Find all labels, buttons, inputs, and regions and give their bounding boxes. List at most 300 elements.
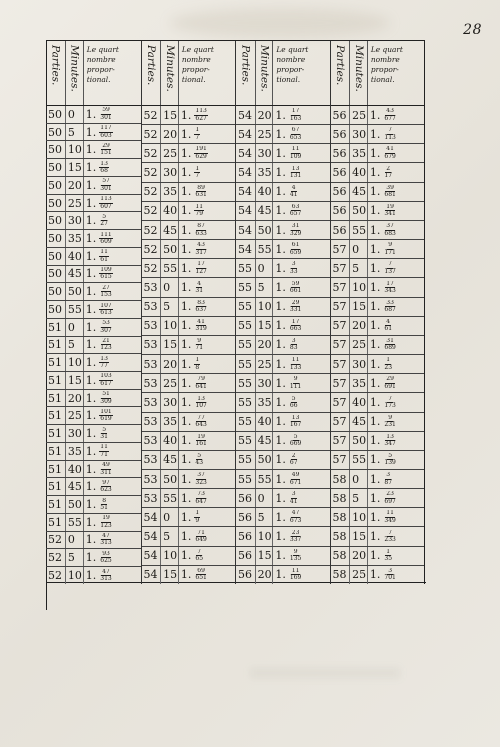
fraction-denominator: 701 xyxy=(384,574,396,582)
partie-cell: 51 xyxy=(46,443,66,460)
ratio-cell xyxy=(84,161,141,175)
table-row xyxy=(46,372,141,390)
fraction-numerator: 29 xyxy=(386,376,394,383)
ratio-fraction xyxy=(194,166,200,180)
fraction-denominator: 35 xyxy=(384,555,393,563)
header-quart-label xyxy=(84,41,141,85)
table-row xyxy=(46,478,141,496)
minute-cell: 55 xyxy=(161,259,179,277)
partie-cell: 58 xyxy=(331,508,351,526)
fraction-numerator: 19 xyxy=(197,433,205,440)
column-group-header xyxy=(331,41,425,106)
fraction-numerator: 11 xyxy=(291,357,300,364)
fraction-denominator: 661 xyxy=(289,286,302,294)
fraction-numerator: 5 xyxy=(291,395,296,402)
ratio-integer: 1. xyxy=(275,338,286,352)
fraction-numerator: 7 xyxy=(197,548,202,555)
minute-cell: 20 xyxy=(350,317,368,335)
ratio-integer: 1. xyxy=(180,108,192,122)
table-row xyxy=(142,317,236,336)
ratio-cell xyxy=(84,444,141,458)
table-row xyxy=(331,202,425,221)
fraction-numerator: 17 xyxy=(386,280,394,287)
ratio-integer: 1. xyxy=(85,320,97,334)
ratio-cell xyxy=(368,491,424,505)
ratio-cell xyxy=(368,166,424,180)
minute-cell: 35 xyxy=(67,444,82,458)
fraction-denominator: 67 xyxy=(289,459,298,467)
header-partie-label: Parties. xyxy=(145,45,158,86)
partie-cell: 57 xyxy=(331,374,351,392)
ratio-integer: 1. xyxy=(369,242,381,256)
ratio-integer: 1. xyxy=(85,515,97,529)
fraction-denominator: 135 xyxy=(289,555,302,563)
table-row xyxy=(142,393,236,412)
ratio-fraction xyxy=(289,242,302,256)
fraction-numerator: 39 xyxy=(386,184,394,191)
minute-cell: 0 xyxy=(161,278,179,296)
table-row xyxy=(46,461,141,479)
fraction-numerator: 13 xyxy=(100,355,108,362)
ratio-integer: 1. xyxy=(275,185,286,199)
fraction-denominator: 613 xyxy=(100,308,112,316)
fraction-denominator: 83 xyxy=(289,344,298,352)
fraction-numerator: 11 xyxy=(100,249,108,256)
fraction-denominator: 71 xyxy=(100,450,108,458)
minute-cell: 55 xyxy=(67,515,82,529)
ratio-integer: 1. xyxy=(85,444,97,458)
fraction-denominator: 683 xyxy=(384,229,396,237)
partie-cell: 51 xyxy=(46,390,66,407)
partie-cell: 57 xyxy=(331,259,351,277)
fraction-denominator: 663 xyxy=(289,325,302,333)
fraction-denominator: 7 xyxy=(195,172,200,180)
table-row xyxy=(331,489,425,508)
fraction-numerator: 5 xyxy=(293,433,298,440)
ratio-cell xyxy=(179,549,235,563)
fraction-numerator: 13 xyxy=(386,433,394,440)
ratio-fraction xyxy=(383,530,396,544)
ratio-fraction xyxy=(383,549,393,563)
fraction-denominator: 319 xyxy=(195,325,207,333)
ratio-fraction xyxy=(194,530,207,544)
fraction-numerator: 29 xyxy=(102,142,110,149)
ratio-fraction xyxy=(99,391,112,405)
ratio-fraction xyxy=(99,373,112,387)
partie-cell: 54 xyxy=(142,508,162,526)
fraction-numerator: 47 xyxy=(291,510,300,517)
minute-cell: 15 xyxy=(161,566,179,584)
ratio-cell xyxy=(179,338,235,352)
partie-cell: 56 xyxy=(331,125,351,143)
ratio-integer: 1. xyxy=(369,510,381,524)
header-cell-quart xyxy=(368,41,424,105)
minute-cell: 0 xyxy=(256,259,274,277)
ratio-integer: 1. xyxy=(85,462,97,476)
ratio-cell xyxy=(179,491,235,505)
ratio-integer: 1. xyxy=(275,568,286,582)
ratio-cell xyxy=(368,319,424,333)
fraction-numerator: 17 xyxy=(197,261,205,268)
header-partie-label: Parties. xyxy=(334,45,347,86)
table-row xyxy=(46,549,141,567)
ratio-fraction xyxy=(383,491,396,505)
minute-cell: 35 xyxy=(350,144,368,162)
fraction-denominator: 617 xyxy=(100,379,112,387)
ratio-integer: 1. xyxy=(275,453,286,467)
column-group-header xyxy=(142,41,236,106)
ratio-integer: 1. xyxy=(275,300,286,314)
partie-cell: 52 xyxy=(142,221,162,239)
ratio-integer: 1. xyxy=(180,146,192,160)
table-row xyxy=(142,451,236,470)
minute-cell: 30 xyxy=(161,163,179,181)
ratio-integer: 1. xyxy=(180,549,192,563)
header-quart-line: nombre xyxy=(181,55,211,64)
table-row xyxy=(236,432,330,451)
paper-stain xyxy=(170,8,390,38)
minute-cell: 50 xyxy=(256,451,274,469)
ratio-cell xyxy=(179,166,235,180)
ratio-cell xyxy=(179,261,235,275)
fraction-numerator: 59 xyxy=(291,280,300,287)
minute-cell: 50 xyxy=(161,240,179,258)
table-row xyxy=(46,159,141,177)
ratio-fraction xyxy=(194,549,204,563)
ratio-cell xyxy=(273,108,329,122)
ratio-cell xyxy=(273,146,329,160)
fraction-denominator: 609 xyxy=(100,238,112,245)
minute-cell: 25 xyxy=(256,355,274,373)
ratio-fraction xyxy=(383,338,396,352)
ratio-cell xyxy=(179,472,235,486)
ratio-fraction xyxy=(289,453,299,467)
partie-cell: 53 xyxy=(142,489,162,507)
ratio-cell xyxy=(273,357,329,371)
partie-cell: 57 xyxy=(331,317,351,335)
ratio-fraction xyxy=(383,472,393,486)
ratio-integer: 1. xyxy=(180,300,192,314)
ratio-fraction xyxy=(99,143,112,157)
fraction-numerator: 19 xyxy=(386,203,394,210)
partie-cell: 50 xyxy=(46,230,66,247)
ratio-cell xyxy=(84,143,141,157)
partie-cell: 53 xyxy=(142,336,162,354)
ratio-integer: 1. xyxy=(180,280,192,294)
partie-cell: 53 xyxy=(142,432,162,450)
minute-cell: 5 xyxy=(161,298,179,316)
header-quart-line: propor- xyxy=(370,65,399,74)
fraction-numerator: 1 xyxy=(195,165,200,172)
fraction-denominator: 173 xyxy=(384,401,396,409)
fraction-denominator: 671 xyxy=(289,478,302,486)
partie-cell: 52 xyxy=(142,106,162,124)
minute-cell: 25 xyxy=(161,374,179,392)
ratio-integer: 1. xyxy=(275,472,286,486)
fraction-denominator: 681 xyxy=(384,191,396,199)
fraction-numerator: 1 xyxy=(386,357,391,364)
fraction-numerator: 3 xyxy=(388,567,393,574)
minute-cell: 10 xyxy=(161,547,179,565)
fraction-numerator: 37 xyxy=(197,472,205,479)
minute-cell: 15 xyxy=(67,161,82,175)
table-row xyxy=(46,283,141,301)
partie-cell: 54 xyxy=(236,125,256,143)
partie-cell: 50 xyxy=(46,248,66,265)
table-row xyxy=(46,141,141,159)
minute-cell: 30 xyxy=(256,144,274,162)
fraction-denominator: 657 xyxy=(289,210,302,218)
partie-cell: 54 xyxy=(236,163,256,181)
ratio-cell xyxy=(179,376,235,390)
fraction-numerator: 67 xyxy=(291,127,300,134)
ratio-integer: 1. xyxy=(85,409,97,423)
ratio-integer: 1. xyxy=(180,319,192,333)
ratio-integer: 1. xyxy=(180,338,192,352)
table-column-group xyxy=(235,41,330,584)
table-row xyxy=(142,566,236,584)
fraction-numerator: 77 xyxy=(197,414,205,421)
fraction-numerator: 73 xyxy=(197,491,205,498)
fraction-numerator: 9 xyxy=(293,376,298,383)
partie-cell: 51 xyxy=(46,319,66,336)
fraction-numerator: 17 xyxy=(291,108,300,115)
ratio-cell xyxy=(273,204,329,218)
partie-cell: 56 xyxy=(331,202,351,220)
minute-cell: 20 xyxy=(161,355,179,373)
ratio-fraction xyxy=(194,568,207,582)
ratio-fraction xyxy=(99,356,109,370)
fraction-numerator: 107 xyxy=(100,302,112,309)
minute-cell: 45 xyxy=(350,413,368,431)
partie-cell: 56 xyxy=(236,489,256,507)
minute-cell: 40 xyxy=(67,462,82,476)
partie-cell: 55 xyxy=(236,413,256,431)
table-row xyxy=(46,230,141,248)
table-row xyxy=(236,508,330,527)
fraction-numerator: 41 xyxy=(386,146,394,153)
header-partie-label: Parties. xyxy=(49,45,62,86)
table-rows xyxy=(236,106,330,584)
table-row xyxy=(142,240,236,259)
minute-cell: 20 xyxy=(350,547,368,565)
partie-cell: 55 xyxy=(236,470,256,488)
ratio-integer: 1. xyxy=(369,300,381,314)
ratio-integer: 1. xyxy=(369,453,381,467)
fraction-numerator: 3 xyxy=(291,338,296,345)
ratio-integer: 1. xyxy=(85,480,97,494)
ratio-cell xyxy=(179,530,235,544)
minute-cell: 20 xyxy=(256,566,274,584)
fraction-denominator: 313 xyxy=(100,574,112,582)
ratio-fraction xyxy=(99,320,112,334)
table-row xyxy=(142,298,236,317)
ratio-integer: 1. xyxy=(180,376,192,390)
ratio-cell xyxy=(273,127,329,141)
ratio-integer: 1. xyxy=(275,434,286,448)
partie-cell: 58 xyxy=(331,489,351,507)
table-row xyxy=(236,183,330,202)
fraction-denominator: 301 xyxy=(100,184,112,192)
fraction-denominator: 337 xyxy=(289,536,302,544)
table-row xyxy=(331,144,425,163)
minute-cell: 35 xyxy=(67,232,82,245)
ratio-fraction xyxy=(194,434,207,448)
ratio-integer: 1. xyxy=(275,530,286,544)
fraction-denominator: 163 xyxy=(289,114,302,122)
ratio-cell xyxy=(368,146,424,160)
table-row xyxy=(236,298,330,317)
fraction-numerator: 7 xyxy=(388,261,393,268)
minute-cell: 15 xyxy=(350,298,368,316)
fraction-numerator: 29 xyxy=(291,299,300,306)
table-row xyxy=(46,407,141,425)
fraction-denominator: 61 xyxy=(384,325,393,333)
header-quart-line: Le quart xyxy=(370,45,403,54)
header-cell-partie xyxy=(46,41,66,105)
ratio-fraction xyxy=(383,204,396,218)
fraction-numerator: 5 xyxy=(197,452,202,459)
fraction-numerator: 5 xyxy=(388,452,393,459)
partie-cell: 50 xyxy=(46,301,66,318)
fraction-numerator: 101 xyxy=(100,408,112,415)
ratio-fraction xyxy=(383,376,396,390)
fraction-denominator: 9 xyxy=(195,516,200,524)
fraction-numerator: 13 xyxy=(291,165,300,172)
fraction-denominator: 109 xyxy=(289,152,302,160)
minute-cell: 45 xyxy=(256,432,274,450)
partie-cell: 54 xyxy=(236,221,256,239)
header-cell-partie xyxy=(331,41,351,105)
fraction-denominator: 43 xyxy=(195,459,204,467)
fraction-numerator: 11 xyxy=(386,510,394,517)
table-row xyxy=(142,355,236,374)
fraction-numerator: 97 xyxy=(102,479,110,486)
ratio-cell xyxy=(84,178,141,192)
minute-cell: 55 xyxy=(350,451,368,469)
ratio-integer: 1. xyxy=(85,107,97,121)
ratio-integer: 1. xyxy=(180,261,192,275)
minute-cell: 5 xyxy=(350,489,368,507)
ratio-cell xyxy=(368,415,424,429)
fraction-denominator: 171 xyxy=(384,248,396,256)
ratio-integer: 1. xyxy=(85,302,97,316)
table-row xyxy=(46,301,141,319)
fraction-numerator: 49 xyxy=(291,472,300,479)
minute-cell: 50 xyxy=(67,498,82,512)
fraction-numerator: 2 xyxy=(386,165,391,172)
fraction-denominator: 631 xyxy=(195,191,207,199)
table-rows xyxy=(142,106,236,584)
ratio-fraction xyxy=(99,427,109,441)
fraction-numerator: 13 xyxy=(291,414,300,421)
ratio-fraction xyxy=(194,472,207,486)
page-number: 28 xyxy=(463,22,482,38)
header-quart-line: propor- xyxy=(181,65,210,74)
ratio-fraction xyxy=(289,568,302,582)
ratio-integer: 1. xyxy=(85,427,97,441)
minute-cell: 40 xyxy=(256,183,274,201)
table-row xyxy=(142,508,236,527)
ratio-cell xyxy=(368,472,424,486)
minute-cell: 0 xyxy=(66,319,84,336)
ratio-cell xyxy=(84,373,141,387)
table-row xyxy=(331,125,425,144)
table-row xyxy=(142,413,236,432)
partie-cell: 54 xyxy=(236,183,256,201)
partie-cell: 54 xyxy=(236,240,256,258)
ratio-fraction xyxy=(289,357,302,371)
minute-cell: 20 xyxy=(67,178,82,192)
fraction-denominator: 131 xyxy=(289,172,302,180)
fraction-denominator: 65 xyxy=(195,555,204,563)
minute-cell: 55 xyxy=(256,240,274,258)
fraction-numerator: 69 xyxy=(197,567,205,574)
ratio-fraction xyxy=(289,530,302,544)
table-row xyxy=(46,354,141,372)
fraction-denominator: 343 xyxy=(384,286,396,294)
table-row xyxy=(142,202,236,221)
minute-cell: 25 xyxy=(350,106,368,124)
partie-cell: 57 xyxy=(331,336,351,354)
ratio-integer: 1. xyxy=(85,391,97,405)
ratio-integer: 1. xyxy=(369,530,381,544)
partie-cell: 56 xyxy=(236,508,256,526)
fraction-denominator: 127 xyxy=(195,267,207,275)
table-row xyxy=(236,221,330,240)
header-minute-label: Minutes. xyxy=(352,45,365,92)
ratio-fraction xyxy=(194,338,204,352)
ratio-fraction xyxy=(194,146,207,160)
header-cell-quart xyxy=(273,41,329,105)
minute-cell: 15 xyxy=(256,317,274,335)
ratio-cell xyxy=(179,434,235,448)
ratio-fraction xyxy=(99,214,109,228)
partie-cell: 50 xyxy=(46,177,66,194)
partie-cell: 58 xyxy=(331,470,351,488)
ratio-integer: 1. xyxy=(275,280,286,294)
fraction-numerator: 5 xyxy=(102,426,107,433)
partie-cell: 53 xyxy=(142,278,162,296)
table-row xyxy=(236,163,330,182)
fraction-numerator: 13 xyxy=(197,395,205,402)
fraction-numerator: 9 xyxy=(388,414,393,421)
table-row xyxy=(142,432,236,451)
ratio-fraction xyxy=(289,223,302,237)
fraction-numerator: 49 xyxy=(102,462,110,469)
ratio-fraction xyxy=(383,166,393,180)
partie-cell: 50 xyxy=(46,266,66,283)
ratio-integer: 1. xyxy=(180,434,192,448)
ratio-fraction xyxy=(289,415,302,429)
partie-cell: 58 xyxy=(331,547,351,565)
fraction-denominator: 169 xyxy=(289,574,302,582)
ratio-cell xyxy=(273,166,329,180)
ratio-integer: 1. xyxy=(369,395,381,409)
table-row xyxy=(46,514,141,532)
fraction-denominator: 633 xyxy=(195,229,207,237)
ratio-cell xyxy=(273,338,329,352)
minute-cell: 45 xyxy=(161,451,179,469)
header-quart-line: Le quart xyxy=(181,45,214,54)
ratio-integer: 1. xyxy=(275,108,286,122)
fraction-denominator: 107 xyxy=(195,401,207,409)
fraction-denominator: 615 xyxy=(100,273,112,281)
ratio-fraction xyxy=(194,127,200,141)
table-row xyxy=(331,527,425,546)
ratio-fraction xyxy=(99,480,112,494)
ratio-fraction xyxy=(194,108,207,122)
